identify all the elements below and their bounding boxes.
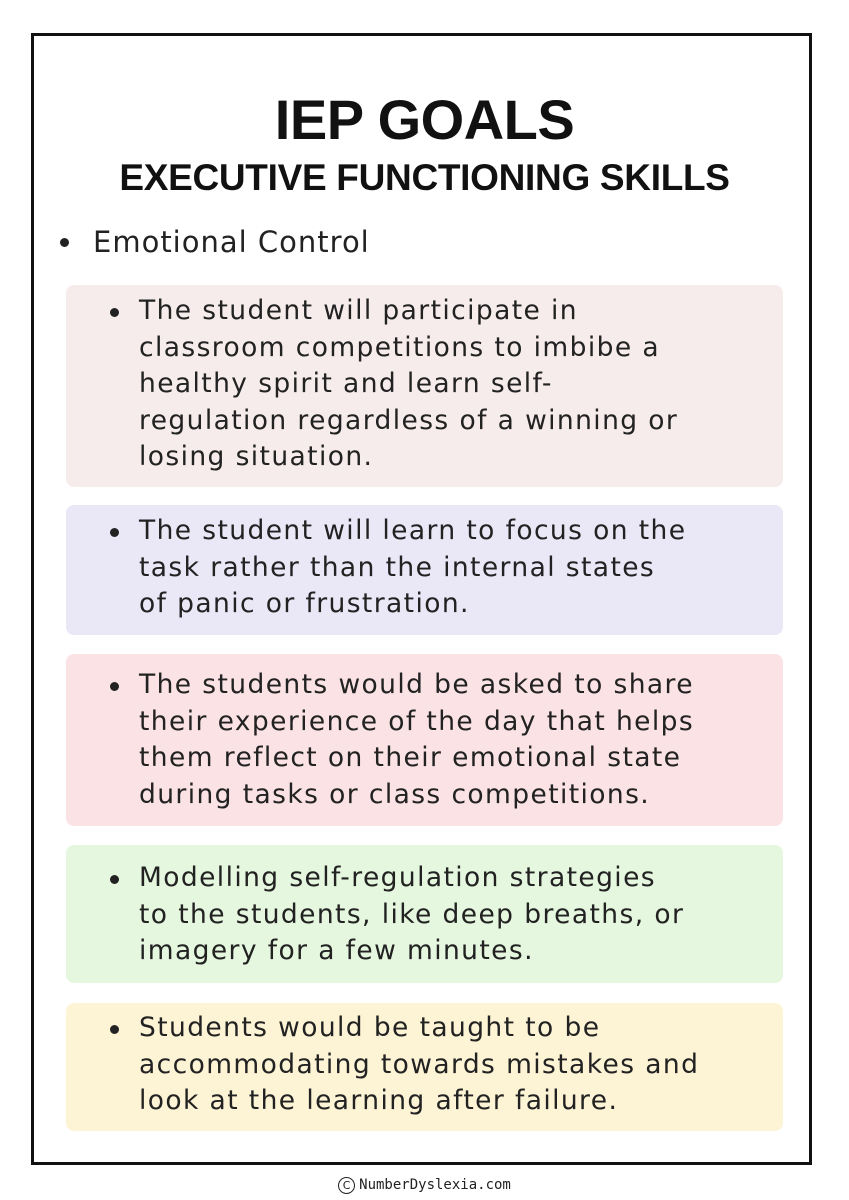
goal-card-2 bbox=[66, 505, 783, 635]
footer-text: NumberDyslexia.com bbox=[359, 1177, 511, 1193]
bullet-icon bbox=[110, 528, 119, 537]
bullet-icon bbox=[110, 1025, 119, 1034]
goal-card-4 bbox=[66, 845, 783, 983]
copyright-icon: C bbox=[338, 1177, 355, 1194]
footer-credit bbox=[0, 1174, 849, 1196]
goal-text: Students would be taught to be accommodating towards mistakes and look at the learning after failure. bbox=[139, 1012, 700, 1116]
goal-card-3 bbox=[66, 654, 783, 826]
bullet-icon bbox=[110, 308, 119, 317]
bullet-icon bbox=[60, 238, 69, 247]
page-subtitle: EXECUTIVE FUNCTIONING SKILLS bbox=[119, 157, 730, 198]
bullet-icon bbox=[110, 875, 119, 884]
goal-card-5 bbox=[66, 1003, 783, 1131]
page-title: IEP GOALS bbox=[274, 88, 575, 151]
bullet-icon bbox=[110, 682, 119, 691]
goal-text: The student will learn to focus on the task rather than the internal states of panic or frustration. bbox=[139, 515, 687, 619]
goal-text: The student will participate in classroom competitions to imbibe a healthy spirit and learn self- regulation regardless of a winning or losing situation. bbox=[139, 295, 679, 472]
section-label: Emotional Control bbox=[93, 225, 370, 259]
section-heading bbox=[60, 222, 370, 262]
goal-card-1 bbox=[66, 285, 783, 487]
goal-text: Modelling self-regulation strategies to the students, like deep breaths, or imagery for a few minutes. bbox=[139, 862, 685, 966]
goal-text: The students would be asked to share their experience of the day that helps them reflect on their emotional state during tasks or class competitions. bbox=[139, 669, 695, 810]
